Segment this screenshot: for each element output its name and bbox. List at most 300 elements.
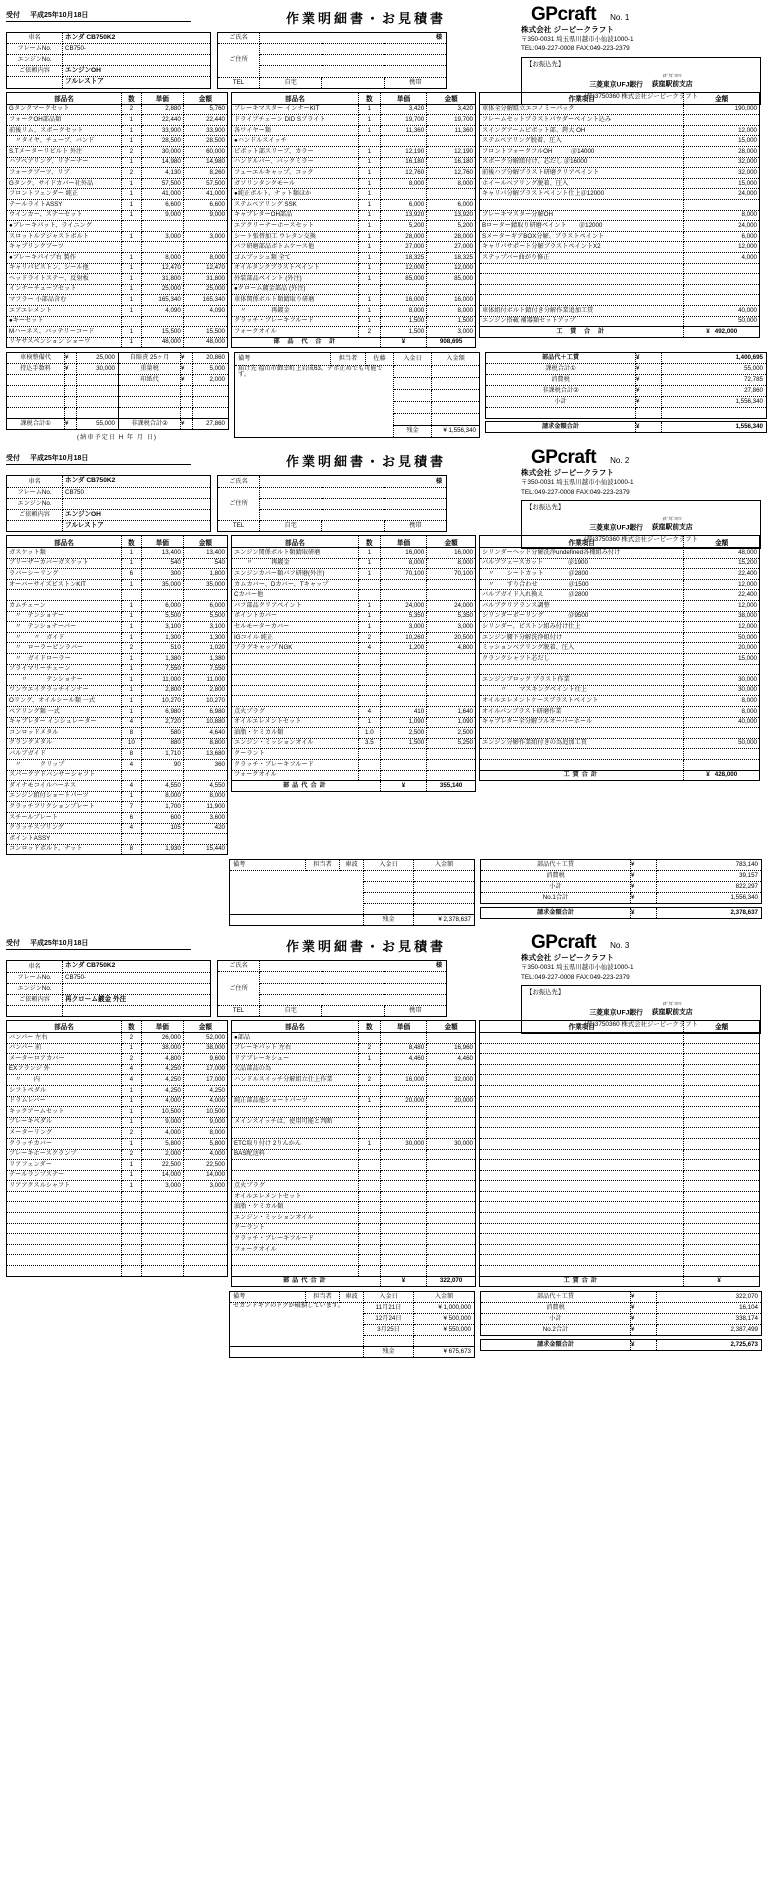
table-row[interactable] [7,1191,228,1202]
table-row[interactable] [480,1266,760,1277]
vehicle-value-name[interactable]: ホンダ CB750K2 [63,476,211,487]
work-amount [684,728,760,739]
table-row[interactable] [232,263,476,274]
fee-row[interactable] [7,408,229,419]
table-row[interactable] [480,601,760,612]
table-row[interactable] [7,1117,228,1128]
work-amount [684,749,760,760]
part-amount [183,1202,227,1213]
th-work: 作業項目 [480,1020,684,1032]
table-row[interactable] [480,1223,760,1234]
payment-date [364,904,414,915]
table-row[interactable] [232,569,476,580]
table-row[interactable] [232,1138,476,1149]
table-row[interactable] [7,1213,228,1224]
table-row[interactable] [480,632,760,643]
vehicle-value-name[interactable]: ホンダ CB750K2 [63,33,211,44]
part-unit-price: 1,380 [141,654,183,665]
table-row[interactable] [480,1085,760,1096]
table-row[interactable] [7,1054,228,1065]
table-row[interactable] [232,706,476,717]
table-row[interactable] [7,147,228,158]
table-row[interactable] [7,178,228,189]
detail-tables [6,535,761,855]
work-amount: 12,000 [684,579,760,590]
table-row[interactable] [480,1117,760,1128]
payment-row[interactable] [230,1303,475,1314]
part-name [7,1266,122,1277]
table-row[interactable] [480,611,760,622]
remark-text[interactable]: セカンドギアのドグが破損しています。 [230,1303,364,1347]
fee-row[interactable] [7,397,229,408]
table-row[interactable] [232,327,476,338]
table-row[interactable] [232,1266,476,1277]
table-row[interactable] [480,1064,760,1075]
table-row[interactable] [7,834,228,845]
table-row[interactable] [7,749,228,760]
vehicle-value-engine[interactable] [63,55,211,66]
table-row[interactable] [7,274,228,285]
part-unit-price: 1,500 [380,327,426,338]
part-amount: 22,500 [183,1160,227,1171]
table-row[interactable] [7,263,228,274]
payment-row[interactable] [230,871,475,882]
table-row[interactable] [232,685,476,696]
table-row[interactable] [7,327,228,338]
part-amount: 3,000 [427,622,476,633]
table-row[interactable] [480,1032,760,1043]
table-row[interactable] [480,696,760,707]
work-amount: 32,000 [684,168,760,179]
table-row[interactable] [7,558,228,569]
payment-date[interactable] [394,365,432,377]
table-row[interactable] [7,1223,228,1234]
vehicle-value-request2[interactable] [63,1005,211,1016]
fee-row[interactable] [7,386,229,397]
table-row[interactable] [480,147,760,158]
th-work-amount: 金額 [684,1020,760,1032]
fee-row[interactable] [7,364,229,375]
table-row[interactable] [7,337,228,348]
table-row[interactable] [480,728,760,739]
table-row[interactable] [232,558,476,569]
table-row[interactable] [480,136,760,147]
vehicle-value-frame[interactable]: CB750- [63,44,211,55]
payment-amount[interactable] [432,365,480,377]
table-row[interactable] [7,136,228,147]
customer-address-field2[interactable] [260,498,447,509]
table-row[interactable] [480,664,760,675]
table-row[interactable] [7,210,228,221]
vehicle-value-frame[interactable]: CB750 [63,487,211,498]
table-row[interactable] [232,1223,476,1234]
table-row[interactable] [232,770,476,781]
table-row[interactable] [480,210,760,221]
table-row[interactable] [232,759,476,770]
table-row[interactable] [232,274,476,285]
table-row[interactable] [480,569,760,580]
fees-table [6,352,229,430]
part-unit-price: 1,300 [141,632,183,643]
summary-label: 部品代＋工賃 [481,860,631,871]
table-row[interactable] [480,1107,760,1118]
table-row[interactable] [232,622,476,633]
staff-value[interactable]: 佐藤 [366,353,394,365]
table-row[interactable] [480,548,760,559]
table-row[interactable] [7,200,228,211]
table-row[interactable] [480,1170,760,1181]
table-row[interactable] [7,654,228,665]
table-row[interactable] [7,1149,228,1160]
customer-address-field[interactable] [260,44,447,55]
table-row[interactable] [7,157,228,168]
table-row[interactable] [7,696,228,707]
customer-address-field[interactable] [260,972,447,983]
table-row[interactable] [480,295,760,306]
table-row[interactable] [232,157,476,168]
table-row[interactable] [7,1244,228,1255]
vehicle-value-engine[interactable] [63,498,211,509]
table-row[interactable] [480,1128,760,1139]
part-amount [427,749,476,760]
part-name: リヤサスペンション ショーワ [7,337,122,348]
table-row[interactable] [232,1170,476,1181]
spacer-block [6,859,223,866]
table-row[interactable] [480,1043,760,1054]
table-row[interactable] [480,1244,760,1255]
table-row[interactable] [480,305,760,316]
table-row[interactable] [7,1043,228,1054]
table-row[interactable] [7,664,228,675]
part-unit-price [380,1160,426,1171]
table-row[interactable] [232,728,476,739]
table-row[interactable] [480,654,760,665]
table-row[interactable] [7,1202,228,1213]
table-row[interactable] [7,590,228,601]
table-row[interactable] [7,316,228,327]
work-name: キャブレター全分解フルオーバーホール [480,717,684,728]
table-row[interactable] [232,189,476,200]
work-amount [684,1117,760,1128]
table-row[interactable] [7,675,228,686]
table-row[interactable] [232,1096,476,1107]
table-row[interactable] [232,632,476,643]
table-row[interactable] [7,1170,228,1181]
table-row[interactable] [7,1266,228,1277]
table-row[interactable] [232,1234,476,1245]
table-row[interactable] [7,706,228,717]
table-row[interactable] [7,1255,228,1266]
table-row[interactable] [7,231,228,242]
table-row[interactable] [232,1213,476,1224]
table-row[interactable] [7,579,228,590]
table-row[interactable] [480,1096,760,1107]
table-row[interactable] [7,812,228,823]
table-row[interactable] [480,200,760,211]
table-row[interactable] [7,770,228,781]
table-row[interactable] [7,844,228,855]
vehicle-value-request2[interactable]: フルレストア [63,520,211,531]
table-row[interactable] [480,1075,760,1086]
table-row[interactable] [480,1191,760,1202]
table-row[interactable] [7,1160,228,1171]
table-row[interactable] [232,1032,476,1043]
table-row[interactable] [232,1149,476,1160]
table-row[interactable] [232,168,476,179]
table-row[interactable] [480,284,760,295]
table-row[interactable] [7,823,228,834]
table-row[interactable] [232,115,476,126]
table-row[interactable] [7,305,228,316]
parts-total-value: 322,070 [427,1276,476,1287]
part-amount: 35,000 [183,579,227,590]
table-row[interactable] [480,685,760,696]
table-row[interactable] [232,136,476,147]
table-row[interactable] [7,1138,228,1149]
table-row[interactable] [232,1255,476,1266]
table-row[interactable] [232,1107,476,1118]
table-row[interactable] [480,706,760,717]
part-name: カムカバー、Dカバー、Tキャップ [232,579,359,590]
table-row[interactable] [232,749,476,760]
table-row[interactable] [7,221,228,232]
table-row[interactable] [480,1181,760,1192]
table-row[interactable] [480,675,760,686]
table-row[interactable] [232,200,476,211]
table-row[interactable] [232,1054,476,1065]
table-row[interactable] [232,316,476,327]
table-row[interactable] [480,231,760,242]
table-row[interactable] [7,104,228,115]
part-unit-price [380,1064,426,1075]
table-row[interactable] [480,759,760,770]
table-row[interactable] [232,1043,476,1054]
table-row[interactable] [480,1054,760,1065]
table-row[interactable] [480,178,760,189]
table-row[interactable] [480,1234,760,1245]
table-row[interactable] [232,1244,476,1255]
table-row[interactable] [480,1149,760,1160]
table-row[interactable] [7,242,228,253]
part-amount [183,770,227,781]
vehicle-value-engine[interactable] [63,983,211,994]
vehicle-value-request2[interactable]: フルレストア [63,77,211,88]
table-row[interactable] [232,1075,476,1086]
table-row[interactable] [232,295,476,306]
table-row[interactable] [480,749,760,760]
table-row[interactable] [7,1181,228,1192]
table-row[interactable] [7,189,228,200]
customer-address-field3[interactable] [260,509,447,520]
table-row[interactable] [7,791,228,802]
table-row[interactable] [7,569,228,580]
table-row[interactable] [232,643,476,654]
table-row[interactable] [7,1096,228,1107]
customer-address-field3[interactable] [260,994,447,1005]
table-row[interactable] [7,632,228,643]
table-row[interactable] [480,738,760,749]
table-row[interactable] [480,590,760,601]
table-row[interactable] [480,558,760,569]
table-row[interactable] [232,147,476,158]
table-row[interactable] [480,253,760,264]
table-row[interactable] [7,717,228,728]
part-amount [427,685,476,696]
table-row[interactable] [480,316,760,327]
vehicle-value-name[interactable]: ホンダ CB750K2 [63,961,211,972]
table-row[interactable] [232,1064,476,1075]
vehicle-value-request[interactable]: エンジンOH [63,66,211,77]
table-row[interactable] [232,221,476,232]
table-row[interactable] [7,253,228,264]
table-row[interactable] [232,675,476,686]
customer-name-field[interactable]: 様 [260,961,447,972]
part-amount: 41,000 [183,189,227,200]
table-row[interactable] [7,1128,228,1139]
vehicle-label-frame: フレームNo. [7,44,63,55]
table-row[interactable] [7,295,228,306]
table-row[interactable] [7,781,228,792]
table-row[interactable] [232,1181,476,1192]
table-row[interactable] [7,685,228,696]
table-row[interactable] [480,1213,760,1224]
table-row[interactable] [7,1107,228,1118]
table-row[interactable] [7,284,228,295]
vehicle-value-request[interactable]: 再クローム鍍金 外注 [63,994,211,1005]
table-row[interactable] [7,168,228,179]
table-row[interactable] [7,1032,228,1043]
table-row[interactable] [232,611,476,622]
table-row[interactable] [232,548,476,559]
table-row[interactable] [232,579,476,590]
table-row[interactable] [480,274,760,285]
vehicle-value-request[interactable]: エンジンOH [63,509,211,520]
table-row[interactable] [232,284,476,295]
remark-payment-table [229,859,475,926]
summary-yen: ¥ [636,397,662,408]
customer-name-field[interactable]: 様 [260,33,447,44]
part-qty: 1 [121,337,141,348]
table-row[interactable] [480,221,760,232]
table-row[interactable] [232,590,476,601]
table-row[interactable] [7,611,228,622]
detail-tables [6,92,761,349]
table-row[interactable] [480,1138,760,1149]
table-row[interactable] [7,125,228,136]
customer-name-field[interactable]: 様 [260,476,447,487]
work-amount [684,200,760,211]
table-row[interactable] [232,1191,476,1202]
table-row[interactable] [480,189,760,200]
customer-home-field[interactable] [322,1005,384,1016]
remark-text[interactable] [230,871,364,915]
customer-address-field2[interactable] [260,983,447,994]
table-row[interactable] [7,728,228,739]
customer-address-field3[interactable] [260,66,447,77]
table-row[interactable] [232,717,476,728]
table-row[interactable] [7,601,228,612]
table-row[interactable] [7,115,228,126]
part-qty: 1 [358,622,380,633]
table-row[interactable] [232,1117,476,1128]
part-unit-price: 8,000 [380,558,426,569]
fee-row[interactable] [7,375,229,386]
table-row[interactable] [7,643,228,654]
table-row[interactable] [480,1202,760,1213]
table-row[interactable] [480,168,760,179]
table-row[interactable] [480,643,760,654]
balance-label: 残金 [364,1347,414,1358]
part-unit-price: 27,000 [380,242,426,253]
vehicle-value-frame[interactable]: CB750- [63,972,211,983]
part-unit-price [141,1213,183,1224]
table-row[interactable] [7,548,228,559]
table-row[interactable] [232,178,476,189]
table-row[interactable] [480,1160,760,1171]
table-row[interactable] [232,654,476,665]
table-row[interactable] [232,231,476,242]
customer-address-field[interactable] [260,487,447,498]
customer-address-field2[interactable] [260,55,447,66]
part-unit-price: 1,090 [380,717,426,728]
table-row[interactable] [232,738,476,749]
table-row[interactable] [480,717,760,728]
table-row[interactable] [232,125,476,136]
table-row[interactable] [480,104,760,115]
part-unit-price [380,1223,426,1234]
table-row[interactable] [480,242,760,253]
table-row[interactable] [7,1085,228,1096]
table-row[interactable] [7,802,228,813]
table-row[interactable] [7,759,228,770]
table-row[interactable] [480,579,760,590]
part-name: バルブガイド [7,749,122,760]
table-row[interactable] [480,1255,760,1266]
table-row[interactable] [7,1075,228,1086]
remark-text[interactable]: 届け先 福山市御幸町上岩成63。デポ止めでも可能です。 [235,365,394,438]
table-row[interactable] [7,1234,228,1245]
customer-home-field[interactable] [322,520,384,531]
table-row[interactable] [480,263,760,274]
bill-total-row [481,1340,762,1351]
table-row[interactable] [232,696,476,707]
table-row[interactable] [232,601,476,612]
table-row[interactable] [232,1128,476,1139]
customer-home-field[interactable] [322,77,384,88]
table-row[interactable] [480,622,760,633]
table-row[interactable] [232,104,476,115]
table-row[interactable] [480,157,760,168]
table-row[interactable] [232,253,476,264]
table-row[interactable] [232,242,476,253]
part-qty [121,221,141,232]
table-row[interactable] [232,1160,476,1171]
table-row[interactable] [232,1085,476,1096]
customer-label-mobile: 携帯 [384,520,446,531]
table-row[interactable] [7,622,228,633]
table-row[interactable] [232,1202,476,1213]
table-row[interactable] [7,738,228,749]
table-row[interactable] [480,125,760,136]
part-amount: 10,270 [183,696,227,707]
table-row[interactable] [232,664,476,675]
part-qty [358,1085,380,1096]
table-row[interactable] [232,210,476,221]
table-row[interactable] [480,115,760,126]
table-row[interactable] [7,1064,228,1075]
table-row[interactable] [232,305,476,316]
fee-row[interactable] [7,353,229,364]
